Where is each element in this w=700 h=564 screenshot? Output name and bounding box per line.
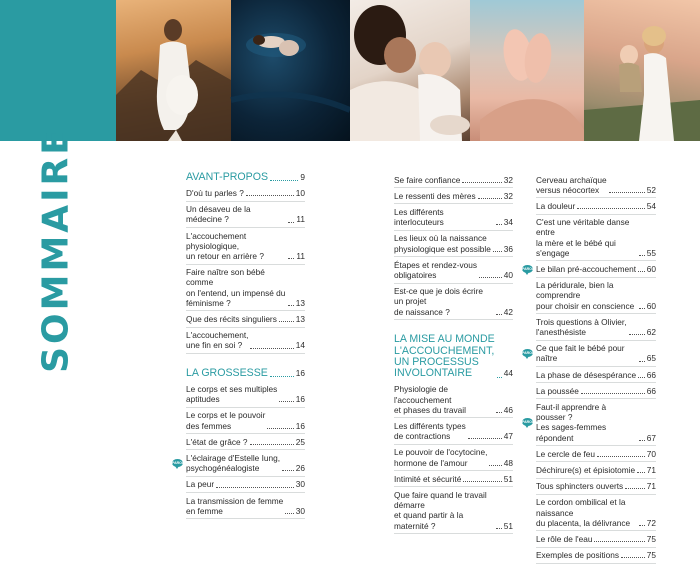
- dot-leader: [496, 412, 502, 413]
- page-number: 52: [646, 184, 656, 195]
- toc-entry[interactable]: [186, 434, 305, 450]
- toc-entry[interactable]: [394, 445, 513, 471]
- toc-entry[interactable]: [186, 228, 305, 265]
- mother-holding-baby-photo: [584, 0, 700, 141]
- toc-entry[interactable]: [536, 172, 656, 198]
- toc-column-3: [522, 172, 656, 564]
- entry-title: L'état de grâce ?: [186, 436, 248, 447]
- baby-feet-hand-photo: [470, 0, 584, 141]
- dot-leader: [282, 470, 294, 471]
- dot-leader: [288, 222, 294, 223]
- page-title: SOMMAIRE: [35, 127, 77, 373]
- dot-leader: [625, 488, 645, 489]
- entry-title: Les différents types de contractions: [394, 420, 466, 442]
- toc-entry[interactable]: [522, 341, 656, 367]
- dot-leader: [639, 308, 645, 309]
- page-number: 13: [295, 313, 305, 324]
- speech-bubble-icon: PAROLE: [522, 420, 537, 425]
- toc-entry[interactable]: [536, 446, 656, 462]
- dot-leader: [279, 321, 294, 322]
- toc-entry[interactable]: [394, 418, 513, 444]
- entry-title: Est-ce que je dois écrire un projet de naissance ?: [394, 286, 484, 317]
- entry-title: Un désaveu de la médecine ?: [186, 204, 251, 225]
- dot-leader: [288, 258, 294, 259]
- toc-entry[interactable]: [536, 383, 656, 399]
- dot-leader: [629, 334, 645, 335]
- toc-entry[interactable]: [536, 198, 656, 214]
- entry-title: Le cercle de feu: [536, 448, 596, 459]
- page-number: 11: [296, 214, 305, 225]
- page-number: 44: [503, 368, 513, 379]
- entry-title: Les lieux où la naissance physiologique est possible: [394, 233, 491, 254]
- page-number: 13: [295, 297, 305, 308]
- toc-entry[interactable]: [186, 493, 305, 519]
- page-number: 65: [646, 353, 656, 364]
- dot-leader: [270, 376, 294, 377]
- entry-title: Le ressenti des mères: [394, 190, 476, 201]
- toc-entry[interactable]: [394, 257, 513, 283]
- woman-swimming-photo: [231, 0, 350, 141]
- dot-leader: [594, 541, 644, 542]
- toc-column-1: [172, 171, 305, 519]
- entry-title: La peur: [186, 479, 215, 490]
- page-number: 40: [503, 269, 513, 280]
- entry-title: D'où tu parles ?: [186, 187, 244, 198]
- toc-entry[interactable]: [536, 367, 656, 383]
- page-number: 51: [503, 520, 513, 531]
- page-number: 16: [295, 368, 305, 379]
- dot-leader: [497, 377, 502, 378]
- entry-title: C'est une véritable danse entre la mère et le bébé qui s'engage: [536, 217, 630, 258]
- dot-leader: [246, 195, 294, 196]
- dot-leader: [279, 401, 293, 402]
- entry-title: Faire naître son bébé comme on l'entend, un impensé du féminisme ?: [186, 267, 286, 308]
- entry-title: La péridurale, bien la comprendre pour choisir en conscience: [536, 280, 635, 311]
- toc-entry[interactable]: [536, 462, 656, 478]
- page-number: 42: [503, 306, 513, 317]
- dot-leader: [639, 440, 645, 441]
- toc-entry[interactable]: [186, 185, 305, 201]
- section-heading[interactable]: [186, 172, 305, 183]
- entry-title: Le cordon ombilical et la naissance du placenta, la délivrance: [536, 497, 631, 528]
- toc-entry[interactable]: [536, 479, 656, 495]
- dot-leader: [621, 557, 645, 558]
- dot-leader: [496, 224, 502, 225]
- section-title: AVANT-PROPOS: [186, 171, 269, 183]
- page-number: 51: [503, 473, 513, 484]
- entry-title: Tous sphincters ouverts: [536, 481, 624, 492]
- page-number: 26: [295, 463, 305, 474]
- toc-column-2: [394, 172, 513, 534]
- toc-entry[interactable]: [394, 284, 513, 321]
- dot-leader: [597, 456, 645, 457]
- toc-entry[interactable]: [522, 399, 656, 446]
- entry-title: Trois questions à Olivier, l'anesthésiste: [536, 316, 627, 337]
- page-number: 66: [646, 369, 656, 380]
- toc-entry[interactable]: [186, 265, 305, 312]
- page-number: 34: [503, 217, 513, 228]
- page-number: 60: [646, 300, 656, 311]
- dot-leader: [496, 528, 502, 529]
- speech-bubble-icon: PAROLE: [522, 267, 537, 272]
- section-heading[interactable]: [186, 368, 305, 379]
- entry-title: Se faire confiance: [394, 174, 461, 185]
- dot-leader: [609, 192, 645, 193]
- dot-leader: [493, 251, 502, 252]
- dot-leader: [285, 513, 293, 514]
- page-number: 32: [503, 174, 513, 185]
- dot-leader: [267, 428, 293, 429]
- page-number: 75: [646, 533, 656, 544]
- toc-entry[interactable]: [394, 188, 513, 204]
- entry-title: Exemples de positions: [536, 550, 620, 561]
- speech-bubble-icon: PAROLE: [522, 351, 537, 356]
- toc-entry[interactable]: [186, 477, 305, 493]
- toc-entry[interactable]: [536, 314, 656, 340]
- entry-title: L'éclairage d'Estelle Iung, psychogénéalogiste: [186, 452, 281, 474]
- toc-entry[interactable]: [394, 204, 513, 230]
- entry-title: Étapes et rendez-vous obligatoires: [394, 259, 478, 280]
- pregnant-woman-mountains-photo: [116, 0, 231, 141]
- page-number: 54: [646, 200, 656, 211]
- page-number: 16: [295, 420, 305, 431]
- toc-entry[interactable]: [522, 261, 656, 277]
- page-number: 30: [295, 505, 305, 516]
- dot-leader: [637, 472, 645, 473]
- dot-leader: [581, 393, 645, 394]
- page-number: 16: [295, 394, 305, 405]
- toc-entry[interactable]: [536, 495, 656, 532]
- dot-leader: [639, 361, 645, 362]
- entry-title: Le pouvoir de l'ocytocine, hormone de l'amour: [394, 447, 488, 468]
- page-number: 71: [646, 481, 656, 492]
- dot-leader: [639, 255, 645, 256]
- page-number: 70: [646, 448, 656, 459]
- page-number: 60: [646, 263, 656, 274]
- toc-entry[interactable]: [172, 450, 305, 476]
- photo-strip: [0, 0, 700, 141]
- page-number: 55: [646, 247, 656, 258]
- toc-entry[interactable]: [394, 471, 513, 487]
- page-number: 10: [295, 187, 305, 198]
- dot-leader: [468, 438, 502, 439]
- entry-title: Faut-il apprendre à pousser ? Les sages-femmes répondent: [536, 401, 607, 443]
- entry-title: La phase de désespérance: [536, 369, 637, 380]
- dot-leader: [639, 525, 645, 526]
- toc-entry[interactable]: [536, 548, 656, 564]
- entry-title: Les différents interlocuteurs: [394, 206, 444, 228]
- dot-leader: [478, 198, 502, 199]
- toc-entry[interactable]: [394, 382, 513, 419]
- dot-leader: [250, 444, 294, 445]
- toc-entry[interactable]: [536, 278, 656, 315]
- entry-title: La transmission de femme en femme: [186, 495, 284, 516]
- section-title: LA GROSSESSE: [186, 367, 268, 380]
- section-title: LA MISE AU MONDE L'ACCOUCHEMENT, UN PROCESSUS INVOLONTAIRE: [394, 333, 495, 380]
- section-heading[interactable]: [394, 334, 513, 380]
- page-number: 46: [503, 404, 513, 415]
- page-number: 48: [503, 457, 513, 468]
- dot-leader: [577, 208, 645, 209]
- dot-leader: [479, 277, 502, 278]
- entry-title: Que faire quand le travail démarre et quand partir à la maternité ?: [394, 489, 487, 531]
- page-number: 30: [295, 479, 305, 490]
- mother-baby-sleeping-photo: [350, 0, 470, 141]
- page-number: 67: [646, 432, 656, 443]
- toc-entry[interactable]: [186, 202, 305, 228]
- page-number: 36: [503, 243, 513, 254]
- entry-title: Intimité et sécurité: [394, 473, 462, 484]
- page-number: 25: [295, 436, 305, 447]
- page-number: 71: [646, 464, 656, 475]
- entry-title: Que des récits singuliers: [186, 313, 277, 324]
- page-number: 11: [296, 250, 305, 261]
- entry-title: L'accouchement physiologique, un retour en arrière ?: [186, 230, 264, 261]
- entry-title: Cerveau archaïque versus néocortex: [536, 174, 607, 195]
- dot-leader: [496, 314, 502, 315]
- entry-title: Ce que fait le bébé pour naître: [536, 343, 625, 364]
- toc-entry[interactable]: [186, 408, 305, 434]
- dot-leader: [462, 182, 501, 183]
- entry-title: Le corps et ses multiples aptitudes: [186, 383, 278, 405]
- dot-leader: [638, 271, 645, 272]
- dot-leader: [216, 487, 294, 488]
- entry-title: Physiologie de l'accouchement et phases du travail: [394, 384, 466, 415]
- entry-title: Le bilan pré-accouchement: [536, 263, 637, 274]
- dot-leader: [463, 481, 501, 482]
- entry-title: L'accouchement, une fin en soi ?: [186, 330, 249, 351]
- toc-entry[interactable]: [186, 311, 305, 327]
- speech-bubble-icon: PAROLE: [172, 461, 187, 466]
- dot-leader: [250, 348, 293, 349]
- dot-leader: [270, 180, 298, 181]
- toc-entry[interactable]: [186, 328, 305, 354]
- page-number: 9: [300, 172, 305, 182]
- entry-title: La douleur: [536, 200, 576, 211]
- page-number: 62: [646, 326, 656, 337]
- toc-entry[interactable]: [536, 215, 656, 262]
- entry-title: Le rôle de l'eau: [536, 533, 593, 544]
- entry-title: Le corps et le pouvoir des femmes: [186, 410, 266, 431]
- entry-title: La poussée: [536, 385, 579, 396]
- teal-color-block: [0, 0, 116, 141]
- page-number: 32: [503, 190, 513, 201]
- page-number: 66: [646, 385, 656, 396]
- toc-entry[interactable]: [394, 487, 513, 534]
- page-number: 75: [646, 550, 656, 561]
- dot-leader: [638, 377, 645, 378]
- toc-entry[interactable]: [186, 381, 305, 407]
- dot-leader: [489, 465, 501, 466]
- toc-entry[interactable]: [536, 531, 656, 547]
- entry-title: Déchirure(s) et épisiotomie: [536, 464, 636, 475]
- dot-leader: [288, 305, 294, 306]
- toc-entry[interactable]: [394, 231, 513, 257]
- page-number: 72: [646, 517, 656, 528]
- toc-entry[interactable]: [394, 172, 513, 188]
- page-number: 47: [503, 431, 513, 442]
- page-number: 14: [295, 340, 305, 351]
